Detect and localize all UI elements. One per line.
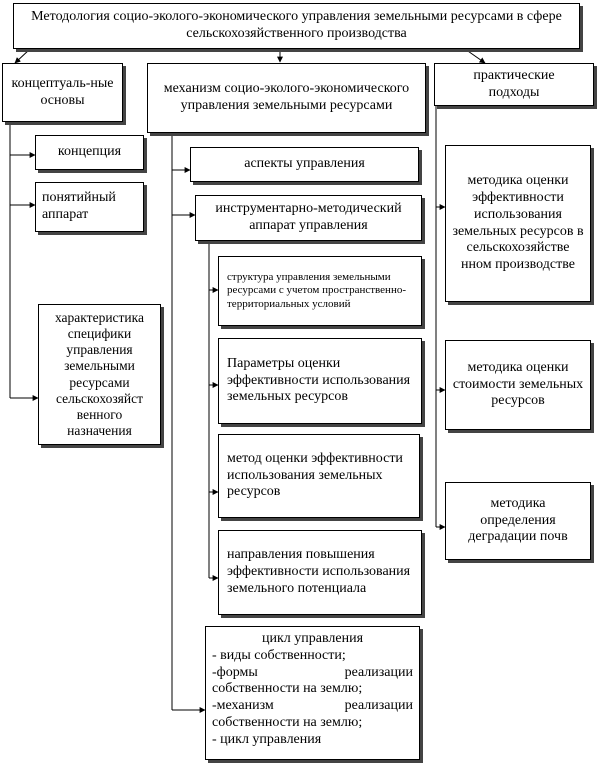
practical-approaches-box: [434, 63, 594, 106]
methodology-title: Методология социо-эколого-экономического управления земельными ресурсами в сфере сельскохозяйственного производства: [31, 9, 562, 41]
cycle-line: собственности на землю;: [212, 681, 363, 697]
instrumental-apparatus-box: [195, 195, 422, 241]
concept-label: концепция: [57, 144, 122, 160]
cycle-line: - виды собственности;: [212, 647, 346, 663]
management-aspects-label: аспекты управления: [244, 156, 365, 172]
soil-degradation-methodology-box: [445, 482, 591, 560]
cycle-line: -формы реализации: [212, 664, 413, 680]
evaluation-method-label: метод оценки эффективности использования земельных ресурсов: [227, 450, 403, 500]
management-structure-label: структура управления земельными ресурсами с учетом пространственно-территориальных условий: [227, 271, 406, 310]
improvement-directions-label: направления повышения эффективности использования земельного потенциала: [227, 547, 411, 596]
mechanism-box: [147, 63, 426, 133]
evaluation-parameters-label: Параметры оценки эффективности использования земельных ресурсов: [227, 355, 411, 405]
methodology-title-box: [13, 3, 580, 49]
cycle-line: собственности на землю;: [212, 714, 363, 730]
cycle-line: -механизм реализации: [212, 698, 413, 714]
conceptual-foundations-box: [2, 63, 123, 122]
specifics-characteristics-box: [38, 304, 161, 445]
practical-approaches-label: практические подходы: [473, 67, 555, 100]
specifics-characteristics-label: характеристика специфики управления земельными ресурсами сельскохозяйст венного назначения: [54, 309, 144, 439]
cost-methodology-label: методика оценки стоимости земельных ресурсов: [452, 359, 584, 409]
improvement-directions-box: [218, 530, 422, 615]
evaluation-parameters-box: [218, 338, 422, 424]
cycle-line: - цикл управления: [212, 731, 322, 747]
efficiency-methodology-label: методика оценки эффективности использования земельных ресурсов в сельскохозяйстве нном производстве: [452, 173, 584, 273]
conceptual-apparatus-label: понятийный аппарат: [42, 190, 116, 222]
management-cycle-box: [205, 626, 420, 760]
evaluation-method-box: [218, 434, 420, 518]
management-aspects-box: [190, 147, 419, 182]
cost-methodology-box: [445, 340, 591, 430]
instrumental-apparatus-label: инструментарно-методический аппарат управления: [215, 201, 402, 233]
conceptual-apparatus-box: [35, 182, 144, 232]
concept-box: [35, 135, 144, 170]
efficiency-methodology-box: [445, 145, 591, 302]
soil-degradation-methodology-label: методика определения деградации почв: [468, 495, 568, 545]
mechanism-label: механизм социо-эколого-экономического управления земельными ресурсами: [163, 81, 410, 113]
management-structure-box: [218, 256, 422, 326]
management-cycle-title: цикл управления: [261, 631, 364, 646]
conceptual-foundations-label: концептуаль-ные основы: [11, 75, 114, 108]
